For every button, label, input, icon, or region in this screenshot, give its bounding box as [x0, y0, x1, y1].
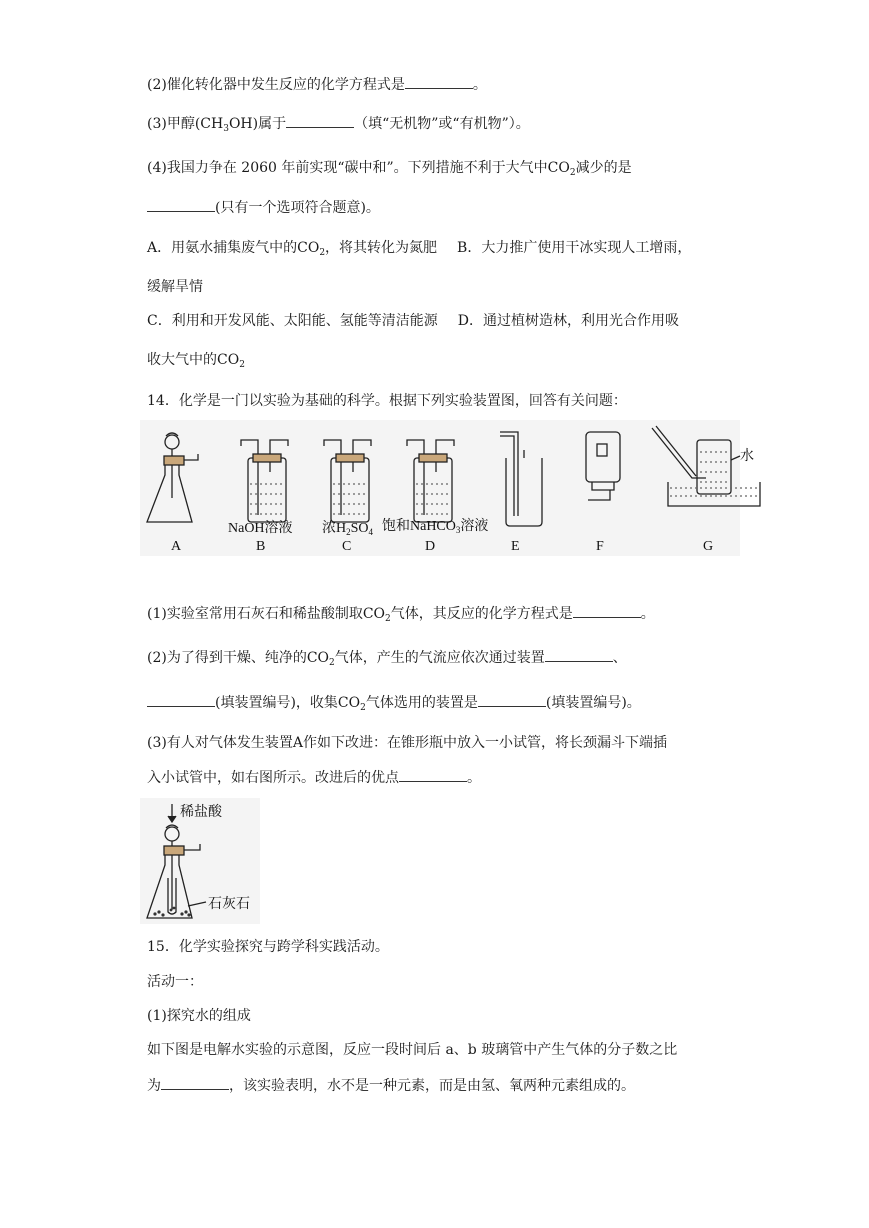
answer-blank[interactable]	[545, 647, 613, 662]
answer-blank[interactable]	[286, 113, 354, 128]
q15-activity: 活动一：	[147, 974, 203, 990]
q14-part2-cont: (填装置编号)，收集$CO_2$气体选用的装置是 (填装置编号)。	[147, 692, 641, 718]
label-c: C	[342, 539, 352, 554]
acid-label: 稀盐酸	[180, 805, 222, 820]
q14-part3: (3)有人对气体发生装置A作如下改进：在锥形瓶中放入一小试管，将长颈漏斗下端插	[147, 735, 667, 751]
label-e: E	[511, 539, 520, 554]
reagent-d-label: 饱和NaHCO$_3$溶液	[382, 519, 489, 535]
q13-option-d-cont: 收大气中的$CO_2$	[147, 352, 245, 370]
q14-stem: 14．化学是一门以实验为基础的科学。根据下列实验装置图，回答有关问题：	[147, 393, 627, 409]
answer-blank[interactable]	[147, 197, 215, 212]
q13-part4-cont: (只有一个选项符合题意)。	[147, 197, 380, 218]
q13-part2: (2)催化转化器中发生反应的化学方程式是 。	[147, 74, 487, 95]
q14-part2: (2)为了得到干燥、纯净的$CO_2$气体，产生的气流应依次通过装置 、	[147, 647, 627, 673]
label-f: F	[596, 539, 604, 554]
q14-part3-cont: 入小试管中，如右图所示。改进后的优点 。	[147, 767, 481, 788]
label-b: B	[256, 539, 266, 554]
option-d: D．通过植树造林，利用光合作用吸	[457, 313, 679, 329]
stone-label: 石灰石	[208, 897, 250, 912]
label-a: A	[171, 539, 182, 554]
q13-part4: (4)我国力争在 2060 年前实现“碳中和”。下列措施不利于大气中$CO_2$减少的是	[147, 160, 632, 178]
apparatus-figure	[140, 420, 754, 560]
answer-blank[interactable]	[573, 603, 641, 618]
answer-blank[interactable]	[478, 692, 546, 707]
q15-stem: 15．化学实验探究与跨学科实践活动。	[147, 939, 389, 955]
water-label: 水	[740, 449, 754, 464]
label-g: G	[703, 539, 714, 554]
reagent-c-label: 浓$H_2SO_4$	[322, 521, 374, 537]
q13-option-b-cont: 缓解旱情	[147, 279, 203, 295]
reagent-b-label: NaOH溶液	[228, 521, 293, 536]
option-b: B．大力推广使用干冰实现人工增雨，	[457, 240, 692, 256]
answer-blank[interactable]	[147, 692, 215, 707]
q15-text-cont: 为 ，该实验表明，水不是一种元素，而是由氢、氧两种元素组成的。	[147, 1075, 635, 1096]
q14-part1: (1)实验室常用石灰石和稀盐酸制取$CO_2$气体，其反应的化学方程式是 。	[147, 603, 655, 629]
q13-options-ab	[147, 238, 691, 263]
label-d: D	[425, 539, 436, 554]
answer-blank[interactable]	[399, 767, 467, 782]
q13-part3: (3)甲醇$(CH_3OH)$属于 （填“无机物”或“有机物”）。	[147, 113, 530, 139]
improved-apparatus-figure	[140, 798, 260, 924]
option-c: C．利用和开发风能、太阳能、氢能等清洁能源	[147, 313, 438, 329]
answer-blank[interactable]	[161, 1075, 229, 1090]
q15-text: 如下图是电解水实验的示意图，反应一段时间后 a、b 玻璃管中产生气体的分子数之比	[147, 1042, 678, 1058]
q13-options-cd	[147, 311, 679, 331]
q15-part1: (1)探究水的组成	[147, 1008, 251, 1024]
option-a: A．用氨水捕集废气中的$CO_2$，将其转化为氮肥	[147, 240, 438, 258]
answer-blank[interactable]	[405, 74, 473, 89]
